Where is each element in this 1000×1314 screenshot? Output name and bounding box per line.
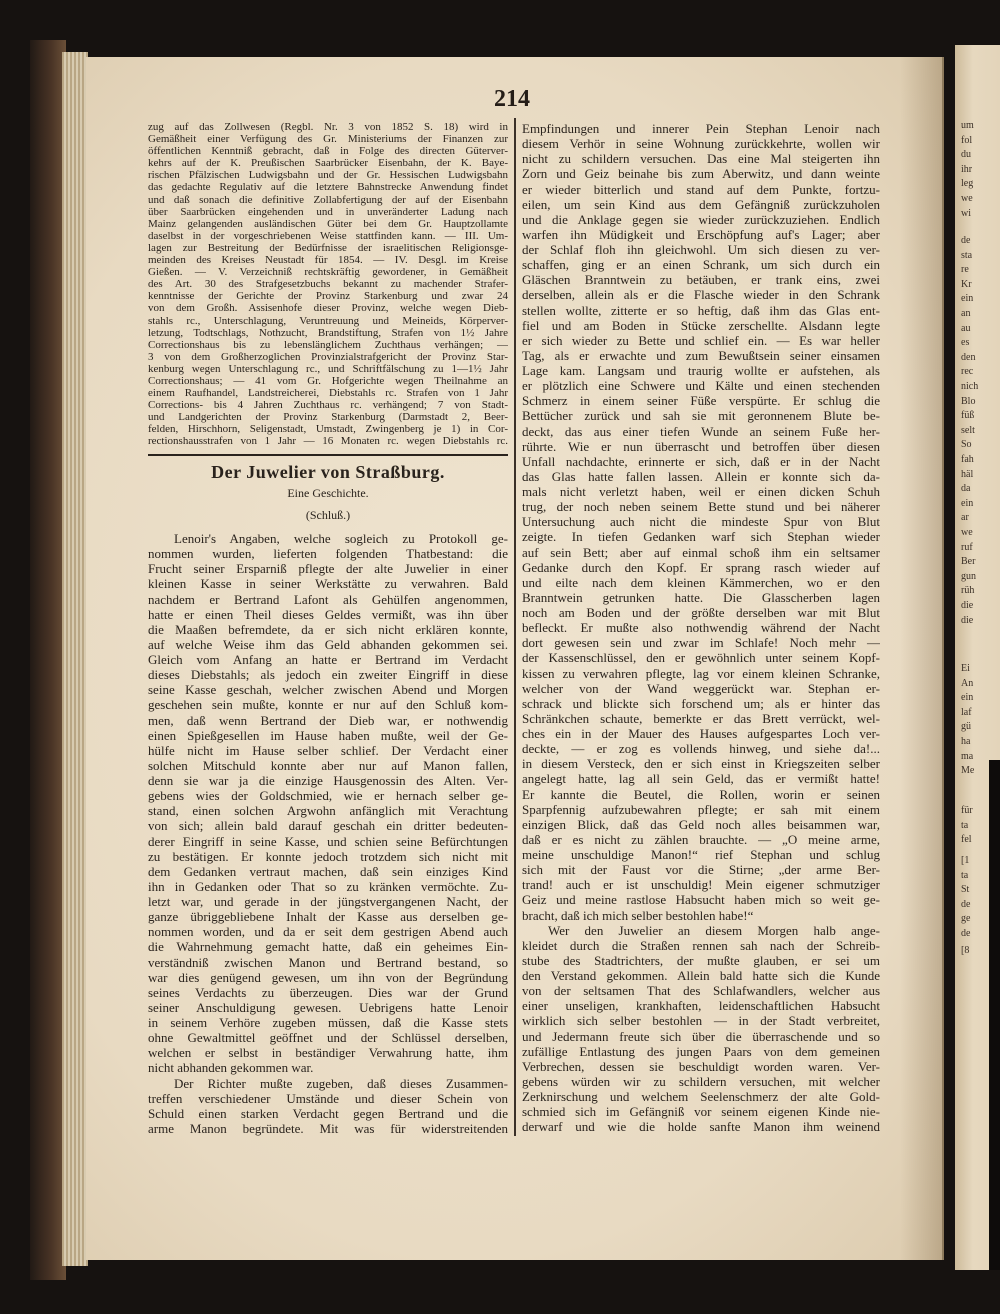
text-line: rischen Pfälzischen Ludwigsbahn und der Gr. Hessischen Ludwigsbahn	[148, 169, 508, 182]
text-line: trand! auch er ist unschuldig! Mein eigener schmutziger	[522, 877, 880, 893]
text-line: derer Eingriff in seine Kasse, und schien seine Befürchtungen	[148, 833, 508, 849]
text-line: Tag, als er erwachte und zum Bewußtsein seiner einsamen	[522, 347, 880, 363]
text-line: stellen wollte, zitterte er so heftig, daß ihm das Glas ent-	[522, 302, 880, 318]
text-line: meinden des Kreises Neustadt für 1854. — IV. Desgl. im Kreise	[148, 254, 508, 267]
next-page-fragment: we	[961, 193, 973, 204]
next-page-fragment: Kr	[961, 278, 972, 290]
next-page-fragment: um	[961, 120, 974, 131]
official-notice	[148, 121, 508, 448]
text-line: geschehen sein mußte, konnte er nur auf den Schluß kom-	[148, 697, 508, 713]
text-line: wirklich sich selber bestohlen — in der Stadt verbreitet,	[522, 1013, 880, 1029]
text-line: meine unschuldige Manon!“ rief Stephan und schlug	[522, 847, 880, 862]
text-line: kleidet durch die Straßen rennen sah nach der Schreib-	[522, 937, 880, 953]
text-line: Frucht seiner Ersparniß pflegte der alte Juwelier in einer	[148, 561, 508, 577]
text-line: sich mit der Faust vor die Stirne; „der arme Ber-	[522, 862, 880, 878]
text-line: stube des Stadtrichters, der mußte glauben, er sei um	[522, 952, 880, 968]
section-rule	[148, 454, 508, 456]
text-line: Geiz und meine rastlose Habsucht haben mich so weit ge-	[522, 892, 880, 908]
text-line: rührte. Wie er nun überrascht und betroffen über diesen	[522, 438, 880, 454]
next-page-fragment: ein	[961, 497, 974, 509]
text-line: Gießen. — V. Verzeichniß rechtskräftig gewordener, in Gemäßheit	[148, 266, 508, 279]
text-line: Bettücher zurück und sah sie mit geronnenem Blute be-	[522, 408, 880, 424]
column-divider	[514, 118, 516, 1136]
page-number: 214	[494, 86, 530, 112]
next-page-fragment: fel	[961, 834, 972, 846]
text-line: in seinem Verhöre zugeben müssen, daß die Kasse stets	[148, 1015, 508, 1030]
text-line: auf sein Bett; aber auf einmal schoß ihm ein seltsamer	[522, 544, 880, 560]
text-line: schaffen, ging er an einen Schrank, um sich durch ein	[522, 257, 880, 273]
text-line: und Jedermann freute sich über die überraschende und so	[522, 1028, 880, 1044]
text-line: rectionshausstrafen von 1 Jahr — 16 Monaten rc. wegen Diebstahls rc.	[148, 435, 508, 448]
next-page-fragment: da	[961, 483, 971, 495]
text-line: Corrections- bis 4 Jahren Zuchthaus rc. verhängend; 7 von Stadt-	[148, 399, 508, 412]
text-line: derwarf und wie die holde sanfte Manon ihm weinend	[522, 1119, 880, 1135]
text-line: von der seltsamen That des Schlafwandlers, welcher aus	[522, 983, 880, 999]
text-line: der Kassenschlüssel, den er gewöhnlich unter seinem Kopf-	[522, 650, 880, 666]
next-page-fragment: de	[961, 928, 971, 939]
text-line: arme Manon begründete. Mit was für widerstreitenden	[148, 1120, 508, 1136]
text-line: Lenoir's Angaben, welche sogleich zu Protokoll ge-	[174, 531, 508, 546]
next-page-fragment: ar	[961, 512, 969, 524]
text-line: denn sie war ja die einzige Hausgenossin des Alten. Ver-	[148, 773, 508, 788]
text-line: von sich; allein bald darauf geschah ein dritter bedeuten-	[148, 818, 508, 834]
next-page-fragment: gun	[961, 570, 976, 582]
text-line: Correctionshaus; — 41 vom Gr. Hofgerichte wegen Theilnahme an	[148, 374, 508, 387]
next-page-fragment: An	[961, 677, 974, 689]
text-line: nommen worden, und da er seit dem gestrigen Abend auch	[148, 924, 508, 940]
text-line: kenburg wegen Unterschlagung rc., und Schriftfälschung zu 1—1½ Jahr	[148, 362, 508, 375]
next-page-fragment: So	[961, 439, 972, 451]
text-line: Schmerz in einem seiner Füße verspürte. Er schlug die	[522, 393, 880, 409]
next-page-fragment: sta	[961, 249, 973, 261]
text-line: hatte er einen Theil dieses Geldes vermißt, was ihn über	[148, 606, 508, 622]
next-page-fragment: ein	[961, 692, 974, 704]
text-line: verständniß zwischen Manon und Bertrand bestand, so	[148, 954, 508, 970]
text-line: schmied sich im Gefängniß vor seinem eigenen Kinde nie-	[522, 1104, 880, 1120]
text-line: Schuld einen starken Verdacht gegen Bertrand und die	[148, 1105, 508, 1121]
text-line: nommen wurden, lieferten folgenden Thatbestand: die	[148, 546, 508, 562]
next-page-fragment: [8	[961, 945, 970, 956]
text-line: letzung, Todtschlags, Nothzucht, Brandstiftung, Strafen von 1½ Jahre	[148, 326, 508, 339]
text-line: Der Richter mußte zugeben, daß dieses Zusammen-	[174, 1075, 508, 1091]
text-line: zufällige Entlastung des jungen Paars von dem gemeinen	[522, 1043, 880, 1059]
next-page-fragment: es	[961, 337, 970, 349]
next-page-fragment: de	[961, 898, 971, 910]
page-stack-edge	[62, 52, 88, 1266]
next-page-fragment: ta	[961, 869, 969, 881]
gutter-line	[942, 57, 944, 1260]
text-line: deckt, das aus einer tiefen Wunde an seinem Fuße her-	[522, 423, 880, 439]
next-page-fragment: ein	[961, 293, 974, 305]
next-page-fragment: den	[961, 351, 976, 363]
text-line: die Maaßen befremdete, da er sich nicht erklären konnte,	[148, 621, 508, 637]
text-line: auf welche Weise ihm das Geld abhanden gekommen sei.	[148, 636, 508, 652]
text-line: 3 von dem Großherzoglichen Provinzialstrafgericht der Provinz Star-	[148, 350, 508, 363]
text-line: Gemäßheit einer Verfügung des Gr. Ministeriums der Finanzen zur	[148, 133, 508, 146]
next-page-fragment: nich	[961, 381, 979, 392]
next-page-fragment: ha	[961, 736, 971, 747]
next-page-fragment: rüh	[961, 585, 975, 597]
text-line: dem Gedanken vertraut machen, daß sein einziges Kind	[148, 863, 508, 879]
text-line: einer unseligen, krankhaften, leidenschaftlichen Habsucht	[522, 998, 880, 1014]
text-line: bracht, daß ich mich selber bestohlen habe!“	[522, 907, 754, 923]
text-line: solchen Mitschuld konnte aber nur auf Manon fallen,	[148, 757, 508, 773]
next-page-fragment: gü	[961, 721, 971, 733]
text-line: kleinen Kasse in seiner Werkstätte zu verwahren. Bald	[148, 576, 508, 592]
text-line: ches ein in der Mauer des Hauses aufgespartes Loch ver-	[522, 726, 880, 741]
next-page-fragment: Ber	[961, 556, 976, 568]
next-page-fragment: an	[961, 308, 971, 319]
text-line: Gleich vom Anfang an hatte er Bertrand im Verdacht	[148, 652, 508, 667]
text-line: Lage kam. Langsam und traurig wollte er aufstehen, als	[522, 363, 880, 378]
text-line: letzt war, und gerade in der jüngstvergangenen Nacht, der	[148, 894, 508, 909]
text-line: Correctionshaus bis zu lebenslänglichem Zuchthaus verhängen; —	[148, 338, 508, 351]
text-line: warfen ihn Müdigkeit und Erschöpfung auf's Lager; aber	[522, 226, 880, 242]
next-page-fragment: Blo	[961, 395, 976, 407]
text-line: lagen zur Bestreitung der Bedürfnisse der israelitischen Religionsge-	[148, 241, 508, 254]
article-title: Der Juwelier von Straßburg.	[211, 462, 445, 482]
next-page-fragment: fah	[961, 454, 974, 465]
next-page-fragment: für	[961, 805, 973, 816]
text-line: des Art. 30 des Strafgesetzbuchs bekannt zu machender Strafer-	[148, 278, 508, 291]
right-column-body	[522, 121, 880, 1134]
text-line: in diesem Versteck, den er sich einst in Kriegszeiten selber	[522, 756, 880, 772]
text-line: nachdem er Bertrand Lafont als Gehülfen angenommen,	[148, 591, 508, 607]
book-cover-edge	[30, 40, 66, 1280]
text-line: Empfindungen und innerer Pein Stephan Lenoir nach	[522, 121, 880, 136]
next-page-fragment: rec	[961, 366, 974, 378]
text-line: Branntwein getrunken hatte. Die Glasscherben lagen	[522, 589, 880, 605]
text-line: und daß sonach die definitive Zollabfertigung der auf der Eisenbahn	[148, 193, 508, 206]
text-line: seine Kasse geschah, welcher zwischen Abend und Morgen	[148, 682, 508, 698]
next-page-fragment: ge	[961, 913, 971, 925]
text-line: einem Raufhandel, Landstreicherei, Diebstahls rc. Strafen von 1 Jahr	[148, 387, 508, 400]
next-page-fragment: [1	[961, 855, 970, 866]
text-line: zu bestätigen. Er konnte jedoch trotzdem sich nicht mit	[148, 848, 508, 864]
next-page-fragment: selt	[961, 424, 975, 436]
text-line: kissen zu verwahren pflegte, lag vor einem kleinen Schranke,	[522, 665, 880, 681]
text-line: gebens würden wir zu schildern versuchen, mit welcher	[522, 1073, 880, 1089]
text-line: stahls rc., Unterschlagung, Veruntreuung und Meineids, Körperver-	[148, 314, 508, 327]
text-line: einzigen Blick, daß das Geld noch alles beisammen war,	[522, 816, 880, 832]
text-line: diesem Verhör in seine Wohnung zurückkehrte, wollen wir	[522, 136, 880, 152]
text-line: Zerknirschung und welchem Seelenschmerz der alte Gold-	[522, 1089, 880, 1104]
text-line: noch am Boden und der größte derselben war mit Blut	[522, 605, 880, 620]
next-page-fragment: laf	[961, 706, 972, 718]
text-line: seiner Anschuldigung gewesen. Uebrigens hatte Lenoir	[148, 999, 508, 1015]
text-line: Schränkchen schaute, bemerkte er das Brett verrückt, wel-	[522, 710, 880, 726]
text-line: gebens wies der Goldschmied, wie er hernach selber ge-	[148, 788, 508, 804]
gutter-shadow	[900, 57, 944, 1260]
text-line: deckte, — er zog es vollends hinweg, und siehe da!...	[522, 741, 880, 757]
text-line: von dem Großh. Assisenhofe dieser Provinz, welche wegen Dieb-	[148, 302, 508, 315]
text-line: zeigte. In tiefen Gedanken warf sich Stephan wieder	[522, 529, 880, 545]
text-line: stand, einen solchen Argwohn anfänglich mit Verachtung	[148, 803, 508, 819]
next-page-fragment: füß	[961, 410, 975, 422]
next-page-fragment: au	[961, 322, 971, 334]
text-line: und eilte nach dem kleinen Kämmerchen, wo er den	[522, 574, 880, 590]
text-line: men, daß wenn Bertrand der Dieb war, er nothwendig	[148, 712, 508, 728]
text-line: hülfe nicht im Hause selber schlief. Der Verdacht einer	[148, 742, 508, 758]
text-line: er sich wieder zu Bette und schlief ein. — Es war heller	[522, 332, 880, 348]
article-subtitle: Eine Geschichte.	[287, 486, 369, 500]
left-column-body	[148, 531, 508, 1136]
text-line: Wer den Juwelier an diesem Morgen halb ange-	[548, 922, 880, 938]
text-line: kenntnisse der Gerichte der Provinz Starkenburg und zwar 24	[148, 290, 508, 303]
text-line: fiel und am Boden in Stücke zerschellte. Alsdann legte	[522, 317, 880, 333]
next-page-fragment: ihr	[961, 163, 973, 175]
text-line: mals nicht verletzt haben, weil er einen dicken Schuh	[522, 484, 880, 499]
text-line: er plötzlich eine Schwere und Kälte und einen stechenden	[522, 378, 880, 394]
text-line: welchen er selbst in beständiger Verwahrung hatte, ihm	[148, 1045, 508, 1061]
text-line: nicht abhanden gekommen war.	[148, 1060, 314, 1076]
text-line: das gedachte Regulativ auf die letztere Bahnstrecke Anwendung findet	[148, 181, 508, 194]
next-page-fragment: ruf	[961, 541, 973, 553]
text-line: einen Spießgesellen im Hause haben mußte, weil der Ge-	[148, 727, 508, 743]
text-line: felden, Hirschhorn, Seligenstadt, Umstadt, Zwingenberg je 1) in Cor-	[148, 423, 508, 436]
text-line: das Glas hatte fallen lassen. Allein er konnte sich da-	[522, 468, 880, 484]
text-line: nicht zu schildern versuchen. Das eine Mal steigerten ihn	[522, 151, 880, 167]
text-line: Gedanke durch den Kopf. Er sprang rasch wieder auf	[522, 559, 880, 575]
next-page-fragment: du	[961, 149, 971, 161]
next-page-fragment: leg	[961, 178, 974, 190]
text-line: angelegt hatte, lag all sein Geld, das er vermißt hatte!	[522, 771, 880, 787]
next-page-fragment: Me	[961, 765, 975, 777]
text-line: daß er es nicht zu zählen brauchte. — „O meine arme,	[522, 831, 880, 847]
text-line: eilen, um sein Kind aus dem Gefängniß zurückzuholen	[522, 196, 880, 212]
text-line: trug, der noch neben seinem Bette stund und bei näherer	[522, 499, 880, 515]
text-line: Mainz gelangenden ausländischen Güter bei dem Gr. Hauptzollamte	[148, 217, 508, 230]
text-line: über Saarbrücken eingehenden und in unveränderter Ladung nach	[148, 205, 508, 218]
text-line: befleckt. Er mußte also nothwendig während der Nacht	[522, 620, 880, 636]
text-line: ohne Gewaltmittel geöffnet und der Schlüssel derselben,	[148, 1030, 508, 1046]
text-line: und Landgerichten der Provinz Starkenburg (Darmstadt 2, Beer-	[148, 411, 508, 424]
next-page-fragment: we	[961, 527, 973, 538]
article-note: (Schluß.)	[305, 508, 351, 522]
next-page-fragment: ma	[961, 750, 974, 762]
text-line: Verbrechen, dessen sie beschuldigt worden waren. Ver-	[522, 1058, 880, 1074]
text-line: Zorn und Geiz beinahe bis zum Aberwitz, und dann weinte	[522, 166, 880, 182]
shadow	[989, 760, 1000, 1270]
next-page-fragment: fol	[961, 134, 973, 146]
text-line: daselbst in der vorgeschriebenen Weise stattfinden kann. — III. Um-	[148, 229, 508, 242]
next-page-fragment: re	[961, 264, 969, 276]
next-page-sliver	[955, 45, 1000, 1270]
text-line: der Schlaf floh ihn gleichwohl. Um sich diesen zu ver-	[522, 242, 880, 257]
text-line: treffen verschiedener Umstände und dieser Schein von	[148, 1090, 508, 1106]
text-line: Unfall nachdachte, erinnerte er sich, daß er in der Nacht	[522, 453, 880, 469]
text-line: war dies genügend gewesen, um ihn von der Begründung	[148, 969, 508, 985]
text-line: Sparpfennig aufzubewahren pflegte; er sah mit einem	[522, 801, 880, 817]
text-line: öffentlichen Kenntniß gebracht, daß in Folge des directen Güterver-	[148, 145, 508, 158]
next-page-fragment: St	[961, 884, 970, 896]
next-page-fragment: de	[961, 235, 971, 246]
text-line: Gläschen Branntwein zu betäuben, er trank eins, zwei	[522, 272, 880, 288]
next-page-fragment: wi	[961, 207, 971, 219]
next-page-fragment: die	[961, 600, 974, 611]
text-line: ganze übriggebliebene Inhalt der Kasse aus derselben ge-	[148, 909, 508, 925]
next-page-fragment: häl	[961, 468, 974, 480]
next-page-fragment: ta	[961, 819, 969, 831]
text-line: kehrs auf der K. Preußischen Saarbrücker Eisenbahn, der K. Baye-	[148, 157, 508, 170]
text-line: schrack und blickte sich forschend um; als er hinter das	[522, 695, 880, 711]
text-line: ihn in Gedanken oder That so zu kränken vermöchte. Zu-	[148, 878, 508, 894]
text-line: derselben, allein als er die Flasche wieder in den Schrank	[522, 287, 880, 303]
text-line: Er kannte die Beutel, die Rollen, worin er seinen	[522, 786, 880, 802]
text-line: und die Anklage gegen sie wieder zurückzuziehen. Endlich	[522, 211, 880, 227]
text-line: dieses Diebstahls; als jedoch ein zweiter Eingriff in diese	[148, 667, 508, 683]
text-line: zug auf das Zollwesen (Regbl. Nr. 3 von 1852 S. 18) wird in	[148, 121, 508, 133]
text-line: welcher von der Wand weggerückt war. Stephan er-	[522, 680, 880, 696]
next-page-fragment: die	[961, 614, 974, 626]
text-line: die Wahrnehmung gemacht hatte, daß ein geheimes Ein-	[148, 939, 508, 955]
text-line: er wieder bitterlich und stand auf dem Punkte, fortzu-	[522, 181, 880, 197]
text-line: seines Verdachts zu überzeugen. Dies war der Grund	[148, 984, 508, 1000]
text-line: Untersuchung auch nicht die mindeste Spur von Blut	[522, 514, 880, 530]
text-line: den Verstand gekommen. Allein bald hatte sich die Kunde	[522, 968, 880, 983]
next-page-fragment: Ei	[961, 663, 970, 674]
text-line: dort gewesen sein und zwar im Schlafe! Noch mehr —	[522, 635, 880, 651]
